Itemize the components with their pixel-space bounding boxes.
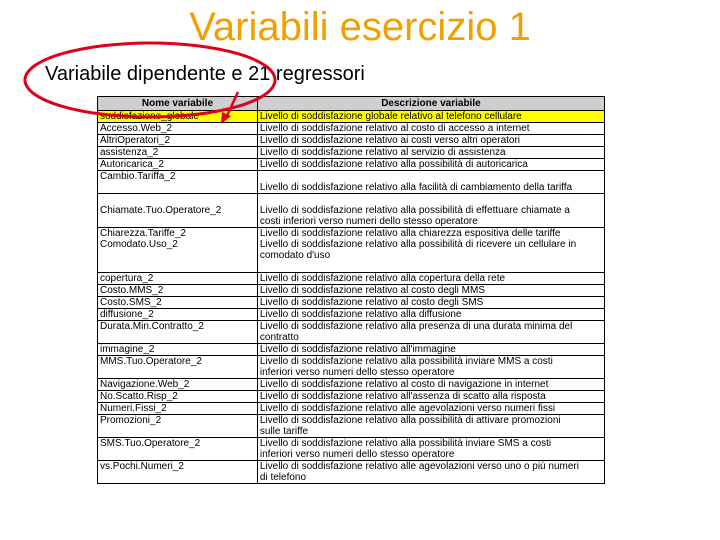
table-row	[98, 356, 605, 379]
variable-description-cell	[257, 111, 604, 123]
variable-description-cell-line: Livello di soddisfazione relativo ai costi verso altri operatori	[259, 135, 521, 146]
variable-description-cell-line	[260, 194, 602, 205]
variable-name-cell	[98, 285, 258, 297]
variable-description-cell	[257, 356, 604, 379]
variable-description-cell	[257, 159, 604, 171]
variable-description-cell-line: inferiori verso numeri dello stesso operatore	[259, 449, 455, 460]
variable-name-cell	[98, 379, 258, 391]
variable-description-cell-line: Livello di soddisfazione relativo all'immagine	[259, 344, 456, 355]
table-row	[98, 194, 605, 228]
variable-name-cell	[98, 438, 258, 461]
variable-name-cell-line	[100, 332, 255, 343]
variable-description-cell-line: contratto	[259, 332, 299, 343]
variable-name-cell	[98, 147, 258, 159]
variable-name-cell-line: vs.Pochi.Numeri_2	[100, 461, 184, 472]
table-row	[98, 391, 605, 403]
variable-description-cell	[257, 297, 604, 309]
table-row	[98, 285, 605, 297]
variable-description-cell-line: Livello di soddisfazione relativo alla presenza di una durata minima del	[259, 321, 573, 332]
table-row	[98, 403, 605, 415]
variable-description-cell-line: Livello di soddisfazione relativo alle agevolazioni verso uno o più numeri	[259, 461, 579, 472]
variable-name-cell	[98, 356, 258, 379]
variable-name-cell	[98, 391, 258, 403]
header-variable-description: Descrizione variabile	[257, 97, 604, 111]
variable-name-cell-line	[100, 194, 255, 205]
variable-name-cell	[98, 228, 258, 273]
variable-name-cell-line: MMS.Tuo.Operatore_2	[100, 356, 202, 367]
variable-description-cell-line: Livello di soddisfazione relativo alle agevolazioni verso numeri fissi	[259, 403, 556, 414]
variable-description-cell-line: Livello di soddisfazione relativo alla possibilità inviare MMS a costi	[259, 356, 553, 367]
table-row	[98, 297, 605, 309]
slide-subtitle: Variabile dipendente e 21 regressori	[45, 63, 365, 85]
variable-name-cell-line	[100, 426, 255, 437]
variable-description-cell-line	[260, 261, 602, 272]
variable-description-cell	[257, 403, 604, 415]
table-body	[98, 111, 605, 484]
variable-description-cell-line: costi inferiori verso numeri dello stesso operatore	[259, 216, 478, 227]
variable-description-cell-line: inferiori verso numeri dello stesso operatore	[259, 367, 455, 378]
variable-description-cell-line: Livello di soddisfazione relativo alla diffusione	[259, 309, 462, 320]
variable-description-cell-line: Livello di soddisfazione relativo al servizio di assistenza	[259, 147, 506, 158]
variable-description-cell-line: Livello di soddisfazione relativo alla chiarezza espositiva delle tariffe	[259, 228, 561, 239]
variable-name-cell	[98, 273, 258, 285]
variable-description-cell	[257, 273, 604, 285]
variable-name-cell	[98, 135, 258, 147]
variable-description-cell	[257, 171, 604, 194]
header-variable-name: Nome variabile	[98, 97, 258, 111]
variable-name-cell-line: Accesso.Web_2	[100, 123, 173, 134]
variable-description-cell-line: Livello di soddisfazione relativo alla possibilità inviare SMS a costi	[259, 438, 552, 449]
variable-description-cell	[257, 321, 604, 344]
variable-name-cell-line	[100, 367, 255, 378]
variable-name-cell-line: copertura_2	[100, 273, 154, 284]
variable-name-cell	[98, 461, 258, 484]
variable-name-cell-line: soddisfazione_globale	[100, 111, 199, 122]
variable-name-cell-line: immagine_2	[100, 344, 155, 355]
variable-description-cell-line: Livello di soddisfazione relativo alla facilità di cambiamento della tariffa	[259, 182, 573, 193]
variable-description-cell	[257, 415, 604, 438]
table-row	[98, 438, 605, 461]
variable-description-cell	[257, 309, 604, 321]
variable-name-cell-line: Chiamate.Tuo.Operatore_2	[100, 205, 222, 216]
variable-description-cell	[257, 438, 604, 461]
table-row	[98, 273, 605, 285]
table-row	[98, 379, 605, 391]
variable-description-cell	[257, 135, 604, 147]
variable-name-cell-line: AltriOperatori_2	[100, 135, 171, 146]
table-row	[98, 344, 605, 356]
variable-description-cell-line: sulle tariffe	[259, 426, 309, 437]
variable-description-cell	[257, 379, 604, 391]
variable-name-cell-line: Comodato.Uso_2	[100, 239, 178, 250]
variable-name-cell-line: assistenza_2	[100, 147, 159, 158]
table-row	[98, 461, 605, 484]
variable-name-cell-line: Promozioni_2	[100, 415, 162, 426]
variable-description-cell-line: Livello di soddisfazione relativo alla possibilità di effettuare chiamate a	[259, 205, 570, 216]
variable-description-cell-line: Livello di soddisfazione relativo al costo degli SMS	[259, 297, 484, 308]
variable-description-cell	[257, 285, 604, 297]
table-row	[98, 147, 605, 159]
variable-name-cell-line: Costo.SMS_2	[100, 297, 162, 308]
table-row	[98, 171, 605, 194]
variable-name-cell-line: Navigazione.Web_2	[100, 379, 190, 390]
variable-description-cell	[257, 391, 604, 403]
variable-name-cell-line: Durata.Min.Contratto_2	[100, 321, 204, 332]
variable-description-cell	[257, 147, 604, 159]
variable-name-cell-line	[100, 182, 255, 193]
variable-description-cell-line: Livello di soddisfazione relativo al costo degli MMS	[259, 285, 486, 296]
table-row	[98, 123, 605, 135]
variable-name-cell	[98, 123, 258, 135]
variable-description-cell-line: Livello di soddisfazione relativo al costo di accesso a internet	[259, 123, 530, 134]
variable-name-cell-line: diffusione_2	[100, 309, 154, 320]
table-row	[98, 321, 605, 344]
variable-name-cell-line: SMS.Tuo.Operatore_2	[100, 438, 201, 449]
table-row	[98, 415, 605, 438]
variable-name-cell-line	[100, 250, 255, 261]
variable-name-cell	[98, 403, 258, 415]
variable-description-cell	[257, 228, 604, 273]
variable-name-cell	[98, 321, 258, 344]
variable-name-cell	[98, 309, 258, 321]
variable-description-cell-line	[260, 171, 602, 182]
variable-name-cell	[98, 171, 258, 194]
table-row	[98, 159, 605, 171]
variable-description-cell-line: Livello di soddisfazione relativo alla copertura della rete	[259, 273, 506, 284]
table-row	[98, 135, 605, 147]
slide-title: Variabili esercizio 1	[189, 5, 531, 49]
variable-description-cell	[257, 344, 604, 356]
variable-name-cell-line	[100, 216, 255, 227]
variable-name-cell	[98, 194, 258, 228]
variable-name-cell	[98, 415, 258, 438]
variable-name-cell	[98, 344, 258, 356]
variable-name-cell-line	[100, 261, 255, 272]
variable-description-cell-line: comodato d'uso	[259, 250, 331, 261]
variable-name-cell-line: No.Scatto.Risp_2	[100, 391, 178, 402]
variable-description-cell	[257, 461, 604, 484]
variable-description-cell-line: di telefono	[259, 472, 307, 483]
variable-description-cell-line: Livello di soddisfazione relativo alla possibilità di attivare promozioni	[259, 415, 561, 426]
variable-description-cell-line: Livello di soddisfazione globale relativo al telefono cellulare	[259, 111, 522, 122]
variable-name-cell-line	[100, 472, 255, 483]
variable-name-cell	[98, 297, 258, 309]
variable-name-cell-line: Costo.MMS_2	[100, 285, 164, 296]
variable-name-cell-line: Autoricarica_2	[100, 159, 164, 170]
table-header-row	[98, 97, 605, 111]
variable-description-cell	[257, 123, 604, 135]
variable-description-cell	[257, 194, 604, 228]
variable-name-cell	[98, 111, 258, 123]
table-row	[98, 309, 605, 321]
variable-description-cell-line: Livello di soddisfazione relativo alla possibilità di ricevere un cellulare in	[259, 239, 577, 250]
variable-name-cell	[98, 159, 258, 171]
variable-name-cell-line: Numeri.Fissi_2	[100, 403, 167, 414]
variables-table	[97, 96, 605, 484]
variable-description-cell-line: Livello di soddisfazione relativo all'assenza di scatto alla risposta	[259, 391, 546, 402]
variable-description-cell-line: Livello di soddisfazione relativo alla possibilità di autoricarica	[259, 159, 528, 170]
variable-name-cell-line	[100, 449, 255, 460]
table-row	[98, 228, 605, 273]
variable-name-cell-line: Chiarezza.Tariffe_2	[100, 228, 186, 239]
variable-description-cell-line: Livello di soddisfazione relativo al costo di navigazione in internet	[259, 379, 549, 390]
table-row	[98, 111, 605, 123]
variable-name-cell-line: Cambio.Tariffa_2	[100, 171, 176, 182]
